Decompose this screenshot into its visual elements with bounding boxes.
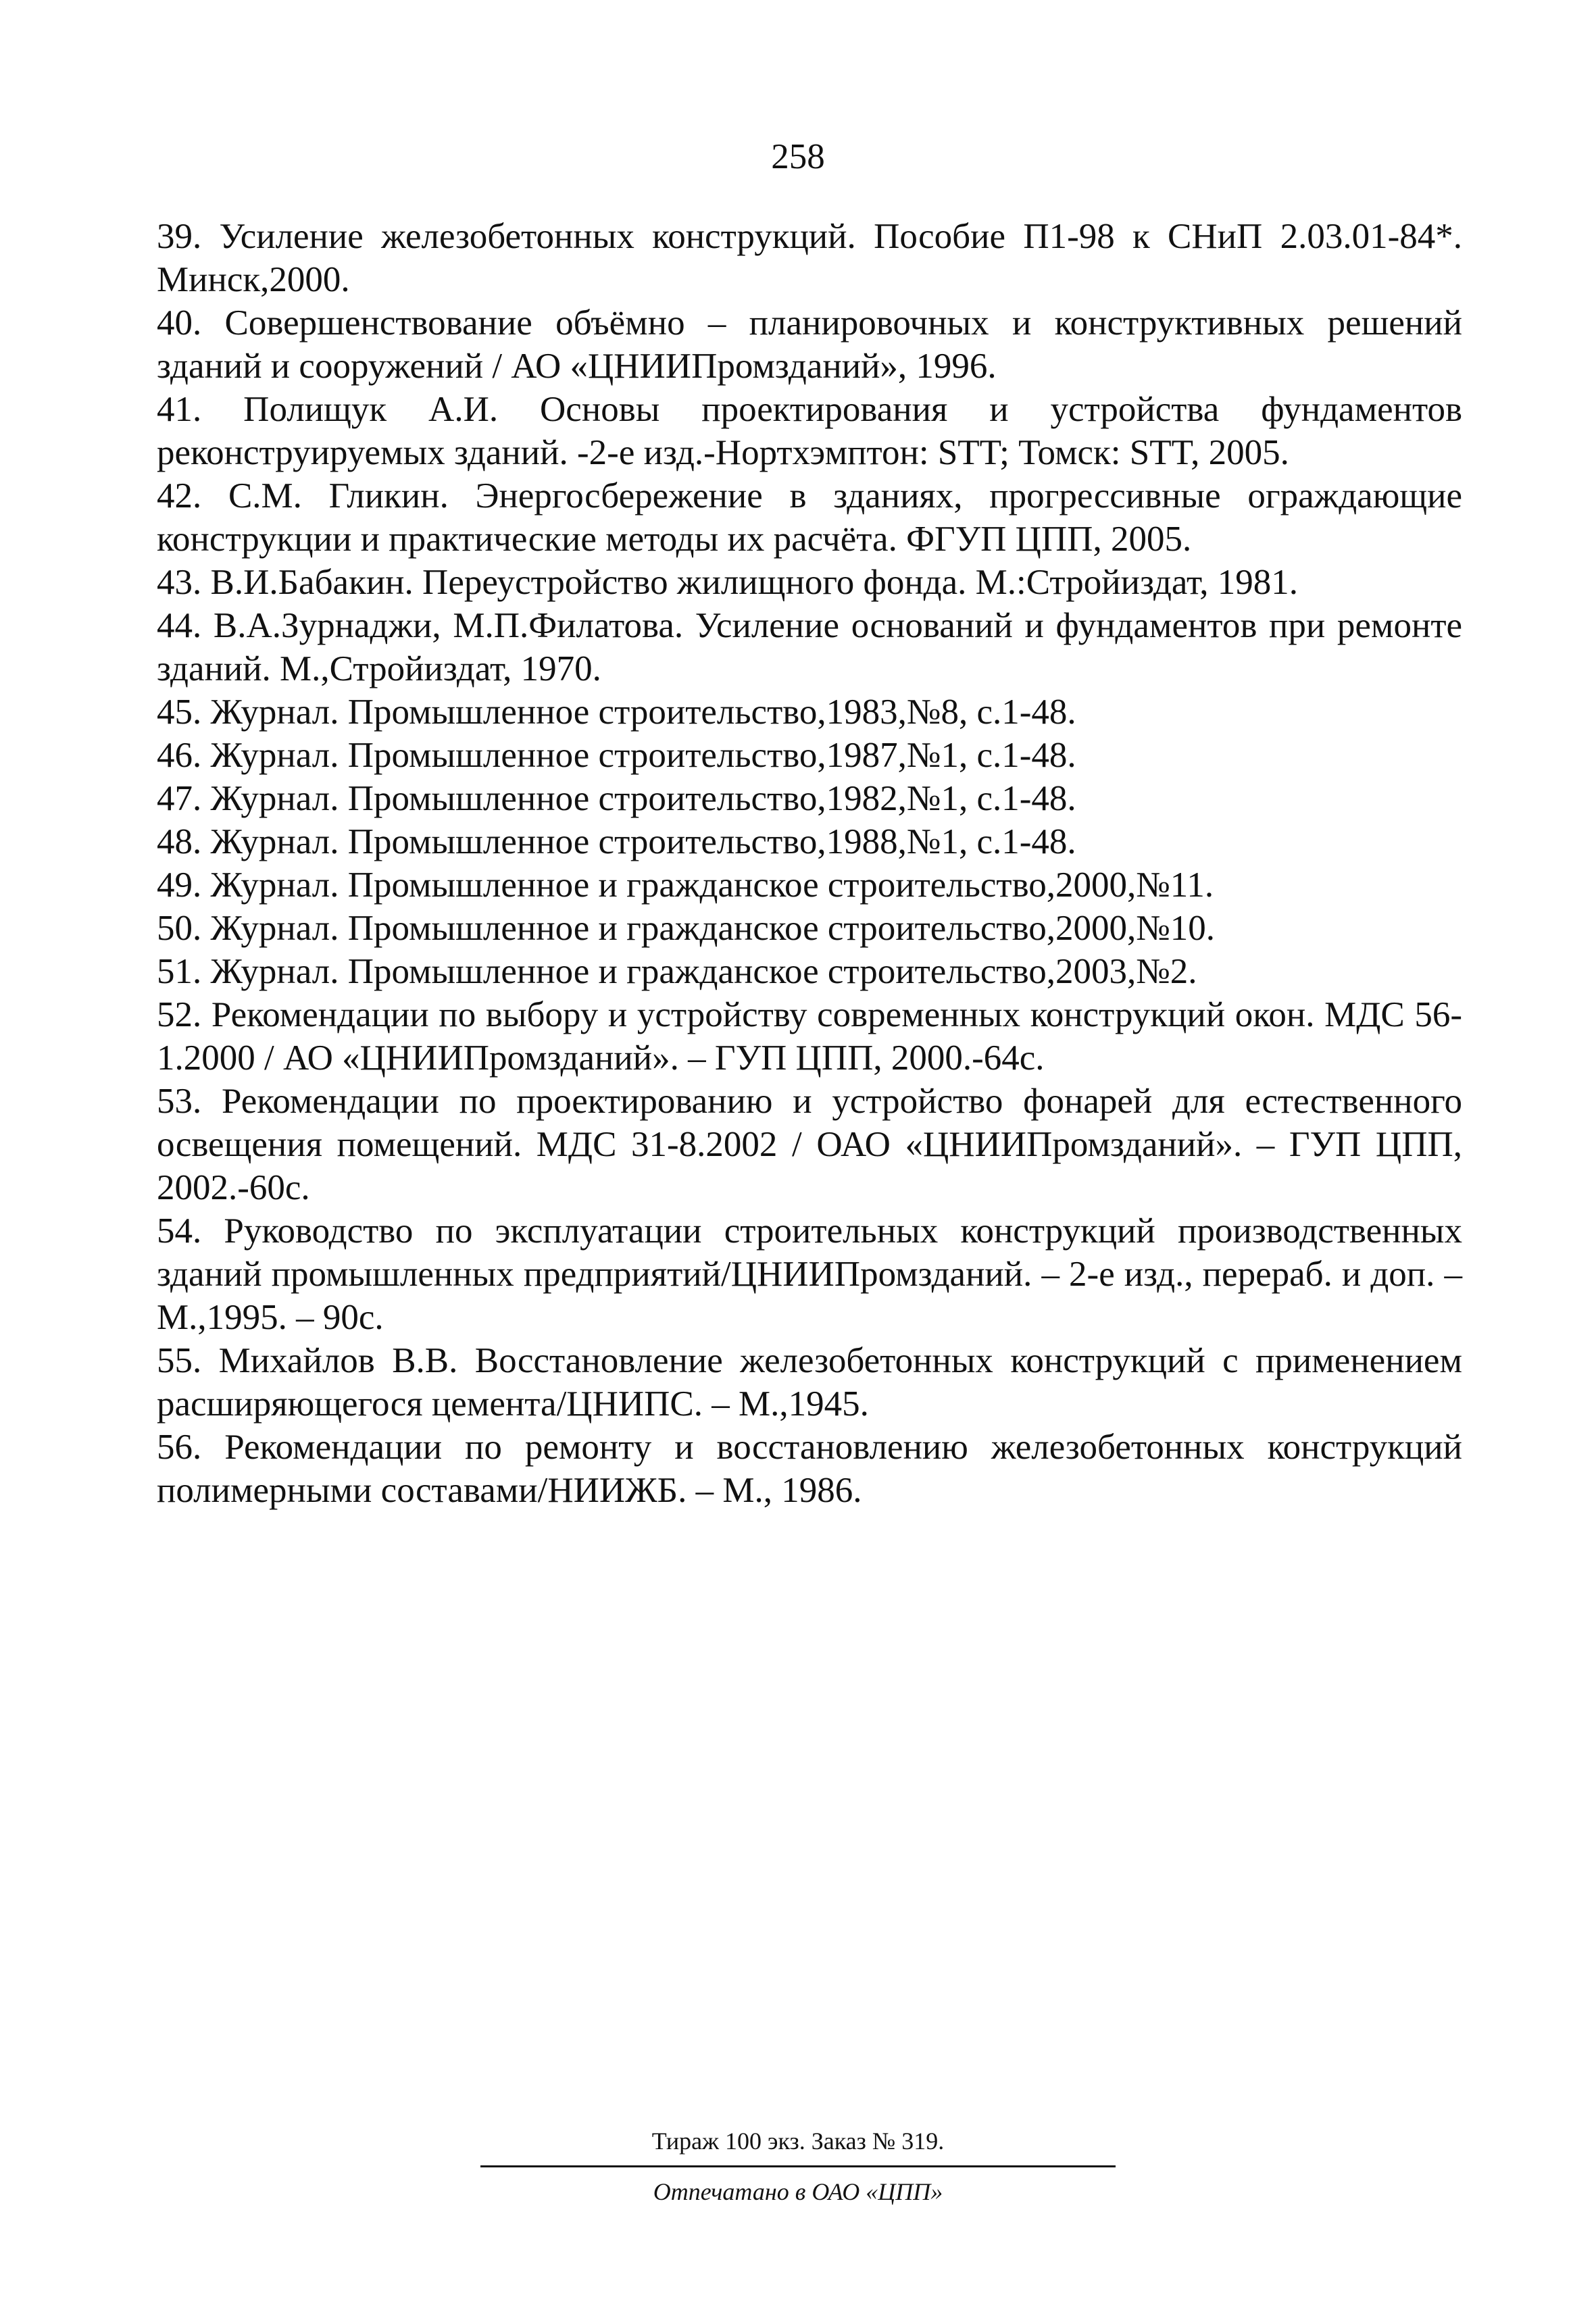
reference-item-49: 49. Журнал. Промышленное и гражданское строительство,2000,№11. [157,865,1214,905]
reference-item-41: 41. Полищук А.И. Основы проектирования и устройства фундаментов реконструируемых зданий. -2-е изд.-Нортхэмптон: STT; Томск: STT, 2005. [157,390,1462,472]
printer-credit: Отпечатано в ОАО «ЦПП» [653,2178,943,2205]
reference-item-45: 45. Журнал. Промышленное строительство,1983,№8, с.1-48. [157,693,1076,732]
reference-item-50: 50. Журнал. Промышленное и гражданское строительство,2000,№10. [157,909,1216,948]
reference-item-39: 39. Усиление железобетонных конструкций. Пособие П1-98 к СНиП 2.03.01-84*. Минск,2000. [157,217,1462,299]
reference-list [157,215,1462,1512]
reference-item-56: 56. Рекомендации по ремонту и восстановлению железобетонных конструкций полимерными составами/НИИЖБ. – М., 1986. [157,1428,1462,1510]
reference-item-47: 47. Журнал. Промышленное строительство,1982,№1, с.1-48. [157,779,1076,818]
reference-item-54: 54. Руководство по эксплуатации строительных конструкций производственных зданий промышленных предприятий/ЦНИИПромзданий. – 2-е изд., перераб. и доп. – М.,1995. – 90с. [157,1211,1462,1337]
reference-item-53: 53. Рекомендации по проектированию и устройство фонарей для естественного освещения помещений. МДС 31-8.2002 / ОАО «ЦНИИПромзданий». – ГУП ЦПП, 2002.-60с. [157,1082,1462,1207]
imprint-footer [0,2126,1596,2207]
reference-item-46: 46. Журнал. Промышленное строительство,1987,№1, с.1-48. [157,736,1076,775]
print-run-text: Тираж 100 экз. Заказ № 319. [651,2128,945,2155]
reference-item-42: 42. С.М. Гликин. Энергосбережение в зданиях, прогрессивные ограждающие конструкции и практические методы их расчёта. ФГУП ЦПП, 2005. [157,476,1462,559]
reference-item-40: 40. Совершенствование объёмно – планировочных и конструктивных решений зданий и сооружений / АО «ЦНИИПромзданий», 1996. [157,303,1462,386]
reference-item-52: 52. Рекомендации по выбору и устройству современных конструкций окон. МДС 56-1.2000 / АО «ЦНИИПромзданий». – ГУП ЦПП, 2000.-64с. [157,995,1462,1078]
footer-divider [480,2165,1116,2167]
reference-item-55: 55. Михайлов В.В. Восстановление железобетонных конструкций с применением расширяющегося цемента/ЦНИПС. – М.,1945. [157,1341,1462,1424]
reference-item-51: 51. Журнал. Промышленное и гражданское строительство,2003,№2. [157,952,1197,991]
page-number: 258 [771,137,825,176]
reference-item-48: 48. Журнал. Промышленное строительство,1988,№1, с.1-48. [157,822,1076,861]
reference-item-44: 44. В.А.Зурнаджи, М.П.Филатова. Усиление оснований и фундаментов при ремонте зданий. М.,Стройиздат, 1970. [157,606,1462,688]
reference-item-43: 43. В.И.Бабакин. Переустройство жилищного фонда. М.:Стройиздат, 1981. [157,563,1298,602]
